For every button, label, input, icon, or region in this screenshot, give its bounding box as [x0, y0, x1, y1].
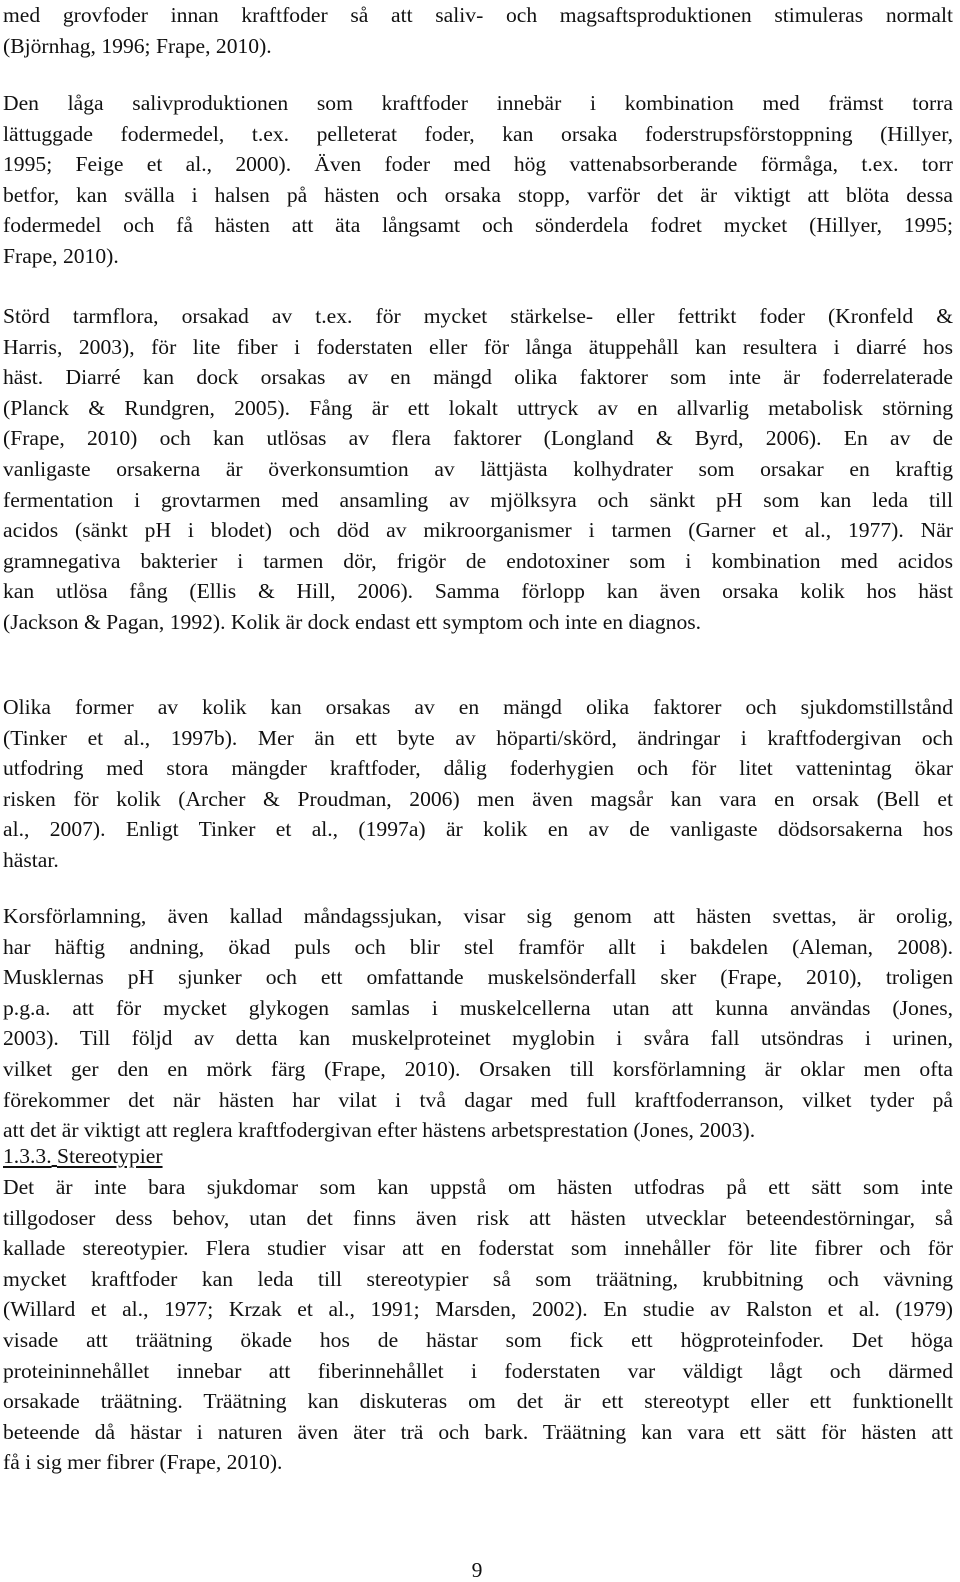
- paragraph-line: vanligaste orsakerna är överkonsumtion av lättjästa kolhydrater som orsakar en kraftig: [3, 457, 953, 481]
- paragraph-line: Olika former av kolik kan orsakas av en mängd olika faktorer och sjukdomstillstånd: [3, 695, 953, 719]
- paragraph-line: (Planck & Rundgren, 2005). Fång är ett lokalt uttryck av en allvarlig metabolisk störning: [3, 395, 953, 420]
- paragraph-line: förekommer det när hästen har vilat i två dagar med full kraftfoderranson, vilket tyder på: [3, 1087, 953, 1112]
- paragraph-line: med grovfoder innan kraftfoder så att saliv- och magsaftsproduktionen stimuleras normalt: [3, 3, 953, 27]
- paragraph-line: vilket ger den en mörk färg (Frape, 2010). Orsaken till korsförlamning är oklar men ofta: [3, 1057, 953, 1081]
- paragraph-line: 1995; Feige et al., 2000). Även foder med hög vattenabsorberande förmåga, t.ex. torr: [3, 152, 953, 177]
- paragraph-line: fodermedel och få hästen att äta långsamt och sönderdela fodret mycket (Hillyer, 1995;: [3, 213, 953, 238]
- paragraph-line: gramnegativa bakterier i tarmen dör, frigör de endotoxiner som i kombination med acidos: [3, 548, 953, 573]
- paragraph-line: (Tinker et al., 1997b). Mer än ett byte av höparti/skörd, ändringar i kraftfodergivan och: [3, 725, 953, 750]
- paragraph-line: (Frape, 2010) och kan utlösas av flera faktorer (Longland & Byrd, 2006). En av de: [3, 426, 953, 451]
- paragraph-line: utfodring med stora mängder kraftfoder, dålig foderhygien och för litet vattenintag ökar: [3, 756, 953, 781]
- paragraph-line: Störd tarmflora, orsakad av t.ex. för mycket stärkelse- eller fettrikt foder (Kronfeld &: [3, 304, 953, 328]
- paragraph-line: betfor, kan svälla i halsen på hästen och orsaka stopp, varför det är viktigt att blöta dessa: [3, 182, 953, 207]
- section-heading: [3, 1142, 163, 1170]
- section-title: Stereotypier: [57, 1144, 163, 1168]
- paragraph-line: tillgodoser dess behov, utan det finns även risk att hästen utvecklar beteendestörningar, så: [3, 1205, 953, 1230]
- paragraph-line: få i sig mer fibrer (Frape, 2010).: [3, 1450, 283, 1475]
- paragraph-line: beteende då hästar i naturen även äter trä och bark. Träätning kan vara ett sätt för hästen att: [3, 1419, 953, 1444]
- paragraph-line: al., 2007). Enligt Tinker et al., (1997a) är kolik en av de vanligaste dödsorsakerna hos: [3, 817, 953, 842]
- paragraph-line: visade att träätning ökade hos de hästar som fick ett högproteinfoder. Det höga: [3, 1328, 953, 1352]
- paragraph-line: acidos (sänkt pH i blodet) och död av mikroorganismer i tarmen (Garner et al., 1977). När: [3, 518, 953, 543]
- paragraph-line: risken för kolik (Archer & Proudman, 2006) men även magsår kan vara en orsak (Bell et: [3, 786, 953, 811]
- paragraph-line: lättuggade fodermedel, t.ex. pelleterat foder, kan orsaka foderstrupsförstoppning (Hillyer,: [3, 121, 953, 146]
- paragraph-line: kan utlösa fång (Ellis & Hill, 2006). Samma förlopp kan även orsaka kolik hos häst: [3, 579, 953, 604]
- paragraph-line: hästar.: [3, 848, 59, 872]
- paragraph-line: proteininnehållet innebar att fiberinnehållet i foderstaten var väldigt lågt och därmed: [3, 1358, 953, 1383]
- paragraph-line: har häftig andning, ökad puls och blir stel framför allt i bakdelen (Aleman, 2008).: [3, 934, 953, 959]
- paragraph-line: orsakade träätning. Träätning kan diskuteras om det är ett stereotypt eller ett funktionellt: [3, 1389, 953, 1414]
- paragraph-line: Det är inte bara sjukdomar som kan uppstå om hästen utfodras på ett sätt som inte: [3, 1175, 953, 1199]
- paragraph-line: 2003). Till följd av detta kan muskelproteinet myglobin i svåra fall utsöndras i urinen,: [3, 1026, 953, 1051]
- paragraph-line: p.g.a. att för mycket glykogen samlas i muskelcellerna utan att kunna användas (Jones,: [3, 995, 953, 1020]
- paragraph-line: fermentation i grovtarmen med ansamling av mjölksyra och sänkt pH som kan leda till: [3, 487, 953, 512]
- paragraph-line: Harris, 2003), för lite fiber i foderstaten eller för långa ätuppehåll kan resultera i diarré hos: [3, 334, 953, 359]
- paragraph-line: mycket kraftfoder kan leda till stereotypier så som träätning, krubbitning och vävning: [3, 1266, 953, 1291]
- paragraph-line: Den låga salivproduktionen som kraftfoder innebär i kombination med främst torra: [3, 91, 953, 115]
- paragraph-line: (Willard et al., 1977; Krzak et al., 1991; Marsden, 2002). En studie av Ralston et al. (1979): [3, 1297, 953, 1322]
- paragraph-line: att det är viktigt att reglera kraftfodergivan efter hästens arbetsprestation (Jones, 2003).: [3, 1118, 756, 1143]
- paragraph-line: Musklernas pH sjunker och ett omfattande muskelsönderfall sker (Frape, 2010), troligen: [3, 965, 953, 990]
- paragraph-line: kallade stereotypier. Flera studier visar att en foderstat som innehåller för lite fibrer och för: [3, 1236, 953, 1261]
- paragraph-line: Korsförlamning, även kallad måndagssjukan, visar sig genom att hästen svettas, är orolig,: [3, 904, 953, 928]
- section-number: 1.3.3.: [3, 1144, 52, 1168]
- paragraph-line: Frape, 2010).: [3, 244, 119, 268]
- paragraph-line: (Jackson & Pagan, 1992). Kolik är dock endast ett symptom och inte en diagnos.: [3, 610, 702, 634]
- paragraph-line: häst. Diarré kan dock orsakas av en mängd olika faktorer som inte är foderrelaterade: [3, 365, 953, 390]
- paragraph-line: (Björnhag, 1996; Frape, 2010).: [3, 33, 272, 58]
- page-number: 9: [471, 1558, 483, 1582]
